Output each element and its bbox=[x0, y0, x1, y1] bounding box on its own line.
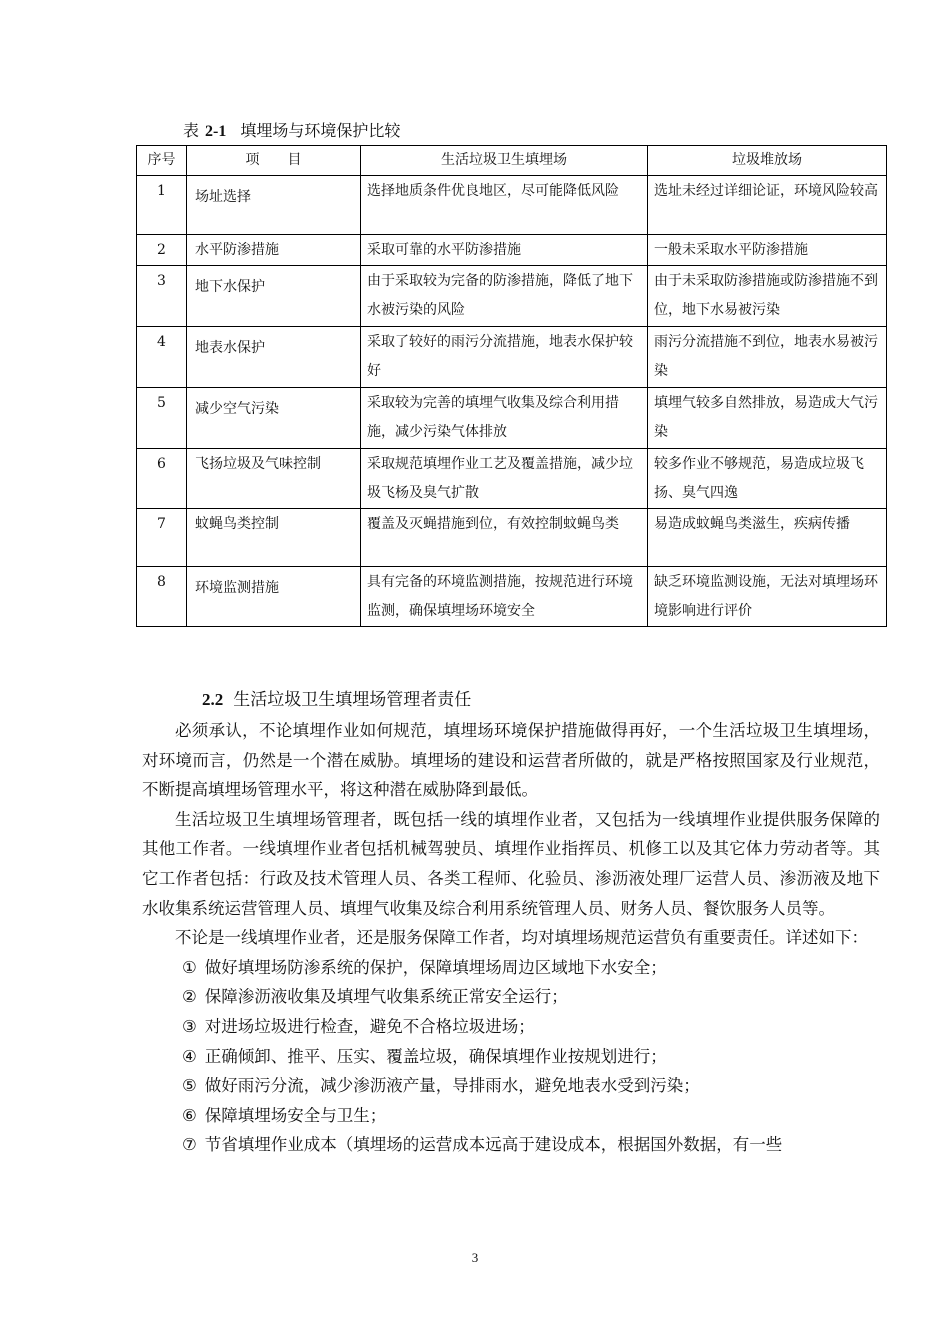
table-row bbox=[137, 567, 887, 627]
section-heading bbox=[202, 685, 471, 710]
row-item: 蚊蝇鸟类控制 bbox=[187, 509, 361, 567]
row-sanitary: 覆盖及灭蝇措施到位，有效控制蚊蝇鸟类 bbox=[361, 509, 648, 567]
row-item: 场址选择 bbox=[187, 176, 361, 235]
section-number: 2.2 bbox=[202, 690, 224, 709]
table-row bbox=[137, 449, 887, 509]
list-item bbox=[142, 1042, 880, 1072]
row-sanitary: 选择地质条件优良地区，尽可能降低风险 bbox=[361, 176, 648, 235]
row-dump: 一般未采取水平防渗措施 bbox=[648, 235, 887, 266]
table-row bbox=[137, 509, 887, 567]
paragraph: 必须承认，不论填埋作业如何规范，填埋场环境保护措施做得再好，一个生活垃圾卫生填埋场，对环境而言，仍然是一个潜在威胁。填埋场的建设和运营者所做的，就是严格按照国家及行业规范，不断提高填埋场管理水平，将这种潜在威胁降到最低。 bbox=[142, 721, 880, 800]
table-header-row bbox=[137, 146, 887, 176]
row-dump: 填埋气较多自然排放，易造成大气污染 bbox=[648, 388, 887, 449]
list-marker: ③ bbox=[182, 1016, 197, 1036]
section-body bbox=[142, 716, 880, 1160]
list-marker: ⑦ bbox=[182, 1135, 197, 1155]
list-text: 正确倾卸、推平、压实、覆盖垃圾，确保填埋作业按规划进行； bbox=[204, 1046, 667, 1066]
row-no: 3 bbox=[137, 266, 187, 327]
list-item bbox=[142, 1071, 880, 1101]
table-caption-prefix: 表 bbox=[183, 121, 200, 140]
row-item: 飞扬垃圾及气味控制 bbox=[187, 449, 361, 509]
row-item: 环境监测措施 bbox=[187, 567, 361, 627]
paragraph: 不论是一线填埋作业者，还是服务保障工作者，均对填埋场规范运营负有重要责任。详述如下： bbox=[175, 928, 868, 948]
row-item: 水平防渗措施 bbox=[187, 235, 361, 266]
list-text: 做好雨污分流，减少渗沥液产量，导排雨水，避免地表水受到污染； bbox=[204, 1076, 700, 1096]
row-item: 地下水保护 bbox=[187, 266, 361, 327]
list-item bbox=[142, 953, 880, 983]
row-sanitary: 采取规范填埋作业工艺及覆盖措施，减少垃圾飞杨及臭气扩散 bbox=[361, 449, 648, 509]
row-dump: 由于未采取防渗措施或防渗措施不到位，地下水易被污染 bbox=[648, 266, 887, 327]
row-item: 地表水保护 bbox=[187, 327, 361, 388]
table-caption bbox=[183, 118, 400, 141]
row-no: 7 bbox=[137, 509, 187, 567]
row-sanitary: 采取了较好的雨污分流措施，地表水保护较好 bbox=[361, 327, 648, 388]
list-text: 保障填埋场安全与卫生； bbox=[204, 1105, 387, 1125]
row-dump: 雨污分流措施不到位，地表水易被污染 bbox=[648, 327, 887, 388]
list-item bbox=[142, 982, 880, 1012]
row-dump: 选址未经过详细论证，环境风险较高 bbox=[648, 176, 887, 235]
comparison-table bbox=[136, 145, 887, 627]
header-no: 序号 bbox=[137, 146, 187, 176]
header-sanitary-landfill: 生活垃圾卫生填埋场 bbox=[361, 146, 648, 176]
list-item bbox=[142, 1012, 880, 1042]
section-title: 生活垃圾卫生填埋场管理者责任 bbox=[233, 690, 472, 710]
table-row bbox=[137, 327, 887, 388]
row-no: 6 bbox=[137, 449, 187, 509]
row-sanitary: 采取较为完善的填埋气收集及综合利用措施，减少污染气体排放 bbox=[361, 388, 648, 449]
row-dump: 较多作业不够规范，易造成垃圾飞扬、臭气四逸 bbox=[648, 449, 887, 509]
list-item bbox=[142, 1130, 880, 1160]
list-marker: ⑤ bbox=[182, 1076, 197, 1096]
list-marker: ⑥ bbox=[182, 1105, 197, 1125]
list-text: 做好填埋场防渗系统的保护，保障填埋场周边区域地下水安全； bbox=[204, 957, 667, 977]
row-dump: 缺乏环境监测设施，无法对填埋场环境影响进行评价 bbox=[648, 567, 887, 627]
list-marker: ② bbox=[182, 987, 197, 1007]
table-caption-number: 2-1 bbox=[205, 123, 227, 140]
row-no: 5 bbox=[137, 388, 187, 449]
list-text: 对进场垃圾进行检查，避免不合格垃圾进场； bbox=[204, 1016, 535, 1036]
list-text: 保障渗沥液收集及填埋气收集系统正常安全运行； bbox=[204, 987, 568, 1007]
table-row bbox=[137, 388, 887, 449]
list-marker: ④ bbox=[182, 1046, 197, 1066]
header-dump-site: 垃圾堆放场 bbox=[648, 146, 887, 176]
table-row bbox=[137, 235, 887, 266]
row-no: 1 bbox=[137, 176, 187, 235]
row-no: 2 bbox=[137, 235, 187, 266]
row-sanitary: 具有完备的环境监测措施，按规范进行环境监测，确保填埋场环境安全 bbox=[361, 567, 648, 627]
row-no: 4 bbox=[137, 327, 187, 388]
responsibility-list bbox=[142, 953, 880, 1160]
page-number: 3 bbox=[471, 1250, 479, 1265]
row-dump: 易造成蚊蝇鸟类滋生，疾病传播 bbox=[648, 509, 887, 567]
table-caption-title: 填埋场与环境保护比较 bbox=[240, 121, 401, 140]
table-row bbox=[137, 176, 887, 235]
header-item: 项 目 bbox=[187, 146, 361, 176]
table-row bbox=[137, 266, 887, 327]
list-item bbox=[142, 1101, 880, 1131]
paragraph: 生活垃圾卫生填埋场管理者，既包括一线的填埋作业者，又包括为一线填埋作业提供服务保障的其他工作者。一线填埋作业者包括机械驾驶员、填埋作业指挥员、机修工以及其它体力劳动者等。其它工作者包括：行政及技术管理人员、各类工程师、化验员、渗沥液处理厂运营人员、渗沥液及地下水收集系统运营管理人员、填埋气收集及综合利用系统管理人员、财务人员、餐饮服务人员等。 bbox=[142, 809, 880, 918]
list-marker: ① bbox=[182, 957, 197, 977]
row-no: 8 bbox=[137, 567, 187, 627]
row-sanitary: 采取可靠的水平防渗措施 bbox=[361, 235, 648, 266]
row-item: 减少空气污染 bbox=[187, 388, 361, 449]
list-text: 节省填埋作业成本（填埋场的运营成本远高于建设成本，根据国外数据，有一些 bbox=[204, 1135, 783, 1155]
row-sanitary: 由于采取较为完备的防渗措施，降低了地下水被污染的风险 bbox=[361, 266, 648, 327]
